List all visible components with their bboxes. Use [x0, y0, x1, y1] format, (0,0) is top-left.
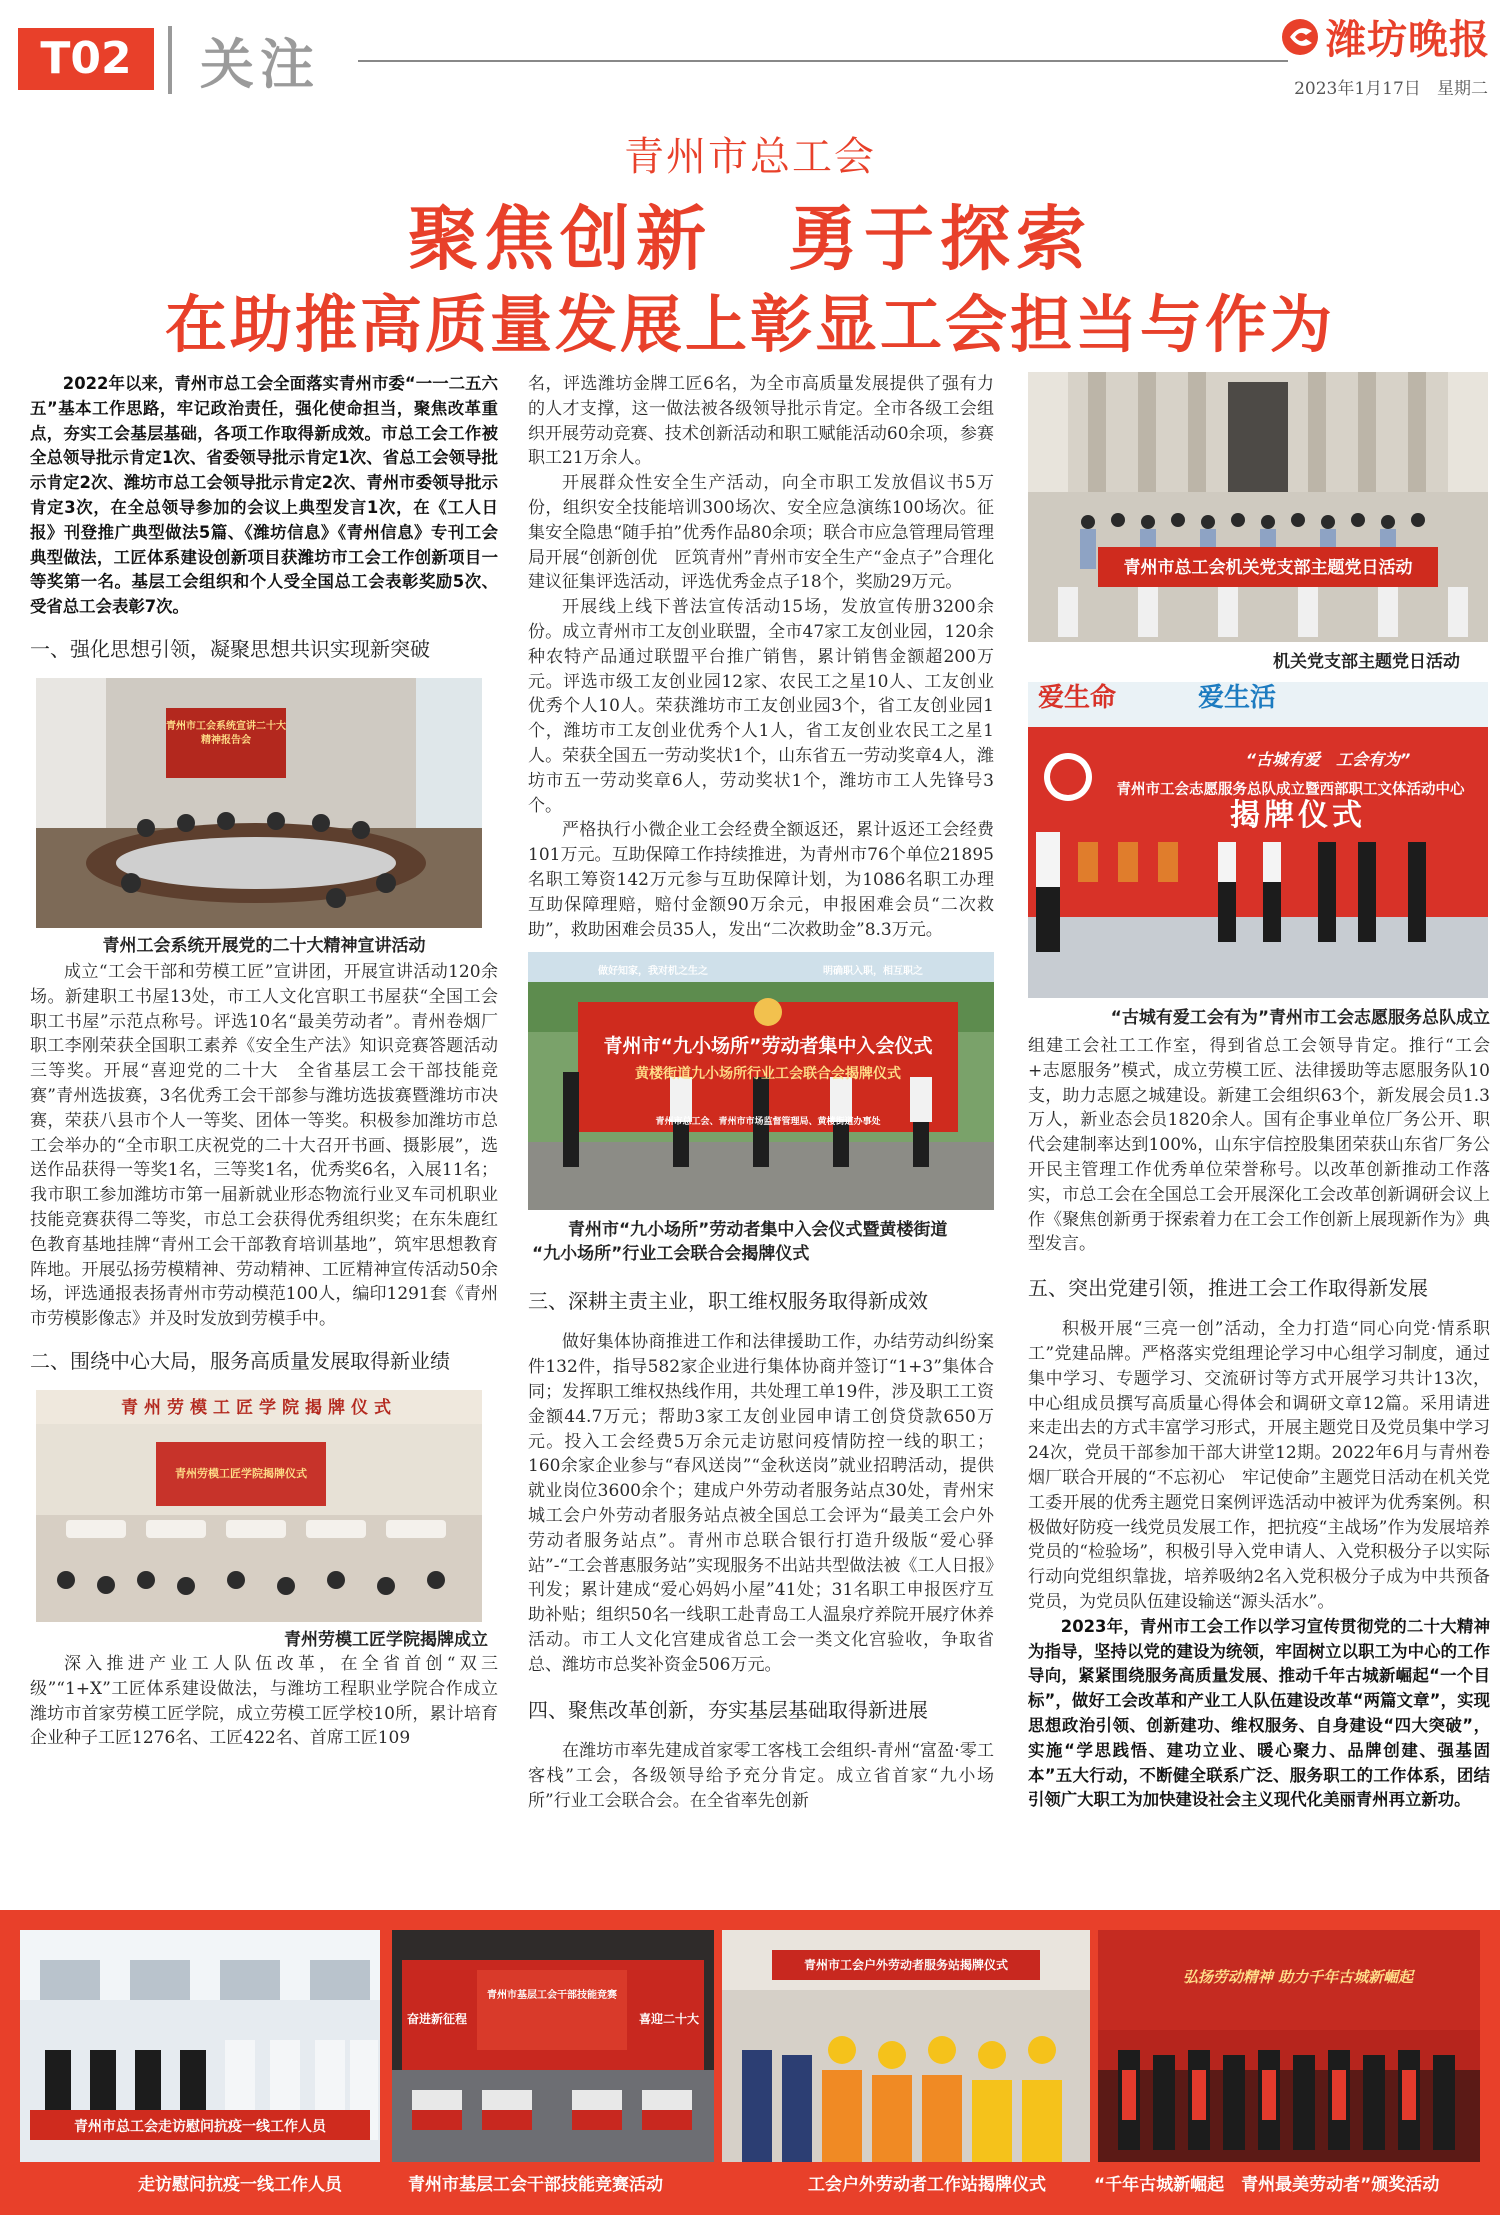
award-ceremony-banner: 弘扬劳动精神 助力千年古城新崛起: [1182, 1968, 1414, 1986]
column-2: [528, 372, 994, 1814]
column-1: [30, 372, 498, 1751]
skills-contest-slogan-left: 奋进新征程: [406, 2012, 467, 2026]
col2-paragraph-1: 名，评选潍坊金牌工匠6名，为全市高质量发展提供了强有力的人才支撑，这一做法被各级领导批示肯定。全市各级工会组织开展劳动竞赛、技术创新活动和职工赋能活动60余项，参赛职工21万余人。: [528, 374, 994, 469]
section-heading-4: 四、聚焦改革创新，夯实基层基础取得新进展: [528, 1698, 928, 1723]
weekday-text: 星期二: [1437, 79, 1488, 99]
bottom-photo-strip: [0, 1910, 1500, 2215]
ceremony-banner-text: 青州市“九小场所”劳动者集中入会仪式: [603, 1035, 933, 1058]
photo-caption-party-day: 机关党支部主题党日活动: [1273, 652, 1460, 672]
volunteer-banner-line2: 揭牌仪式: [1230, 798, 1366, 833]
section-heading-2: 二、围绕中心大局，服务高质量发展取得新业绩: [30, 1348, 450, 1373]
masthead-logo-icon: [1280, 17, 1320, 57]
section-heading-1: 一、强化思想引领，凝聚思想共识实现新突破: [30, 636, 430, 661]
strip-caption-3: 工会户外劳动者工作站揭牌仪式: [808, 2175, 1046, 2195]
strip-photo-anti-epidemic: [20, 1930, 380, 2162]
photo-academy-launch: [36, 1390, 482, 1622]
section-name: 关注: [200, 33, 320, 96]
page-header: [0, 0, 1500, 118]
volunteer-sign-2: 爱生活: [1198, 683, 1277, 713]
article-kicker: 青州市总工会: [624, 134, 876, 180]
ceremony-slogan-right: 明确职入职，相互职之: [823, 966, 923, 978]
strip-photo-award-ceremony: [1098, 1930, 1480, 2162]
issue-date: [1294, 74, 1488, 99]
masthead-name: 潍坊晚报: [1326, 17, 1490, 63]
section2-paragraph: 深入推进产业工人队伍改革，在全省首创“双三级”“1+X”工匠体系建设做法，与潍坊工程职业学院合作成立潍坊市首家劳模工匠学院，成立劳模工匠学校10所，累计培育企业种子工匠1276名、工匠422名、首席工匠109: [30, 1653, 498, 1749]
strip-caption-1: 走访慰问抗疫一线工作人员: [138, 2175, 342, 2195]
page-number-badge: T02: [18, 28, 154, 90]
intro-paragraph: 2022年以来，青州市总工会全面落实青州市委“一一二五六五”基本工作思路，牢记政治责任，强化使命担当，聚焦改革重点，夯实工会基层基础，各项工作取得新成效。市总工会工作被全总领导批示肯定1次、省委领导批示肯定1次、省总工会领导批示肯定2次、潍坊市总工会领导批示肯定2次、青州市委领导批示肯定3次，在全总领导参加的会议上典型发言1次，在《工人日报》刊登推广典型做法5篇、《潍坊信息》《青州信息》专刊工会典型做法，工匠体系建设创新项目获潍坊市工会工作创新项目一等奖第一名。基层工会组织和个人受全国总工会表彰奖励5次、受省总工会表彰7次。: [30, 374, 498, 617]
academy-screen-text: 青州劳模工匠学院揭牌仪式: [175, 1466, 307, 1480]
party-day-banner-text: 青州市总工会机关党支部主题党日活动: [1123, 558, 1413, 578]
section5-paragraph: 积极开展“三亮一创”活动，全力打造“同心向党·情系职工”党建品牌。严格落实党组理论学习中心组学习制度，通过集中学习、专题学习、交流研讨等方式开展学习共计13次，中心组成员撰写高质量心得体会和调研文章12篇。采用请进来走出去的方式丰富学习形式，开展主题党日及党员集中学习24次，党员干部参加干部大讲堂12期。2022年6月与青州卷烟厂联合开展的“不忘初心 牢记使命”主题党日活动在机关党工委开展的优秀主题党日案例评选活动中被评为优秀案例。积极做好防疫一线党员发展工作，把抗疫“主战场”作为发展培养党员的“检验场”，积极引导入党申请人、入党积极分子以实际行动向党组织靠拢，培养吸纳2名入党积极分子成为中共预备党员，为党员队伍建设输送“源头活水”。: [1028, 1319, 1490, 1612]
article-title-line2: 在助推高质量发展上彰显工会担当与作为: [164, 288, 1335, 361]
photo-caption-lecture: 青州工会系统开展党的二十大精神宣讲活动: [102, 935, 426, 956]
strip-photo-outdoor-station: [722, 1930, 1090, 2162]
skills-contest-image: [392, 1930, 714, 2162]
photo-caption-ceremony-1: 青州市“九小场所”劳动者集中入会仪式暨黄楼街道: [568, 1220, 948, 1241]
photo-membership-ceremony: [528, 952, 994, 1210]
strip-photo-skills-contest: [392, 1930, 714, 2162]
ceremony-sub-text: 黄楼街道九小场所行业工会联合会揭牌仪式: [635, 1066, 901, 1083]
strip-caption-4: “千年古城新崛起 青州最美劳动者”颁奖活动: [1094, 2175, 1440, 2195]
section-heading-3: 三、深耕主责主业，职工维权服务取得新成效: [528, 1289, 928, 1314]
ceremony-footer-text: 青州市总工会、青州市市场监督管理局、黄楼街道办事处: [655, 1117, 881, 1128]
section1-paragraph: 成立“工会干部和劳模工匠”宣讲团，开展宣讲活动120余场。新建职工书屋13处，市工人文化宫职工书屋获“全国工会职工书屋”示范点称号。评选10名“最美劳动者”。青州卷烟厂职工李刚荣获全国职工素养《安全生产法》知识竞赛答题活动三等奖。开展“喜迎党的二十大 全省基层工会干部技能竞赛”青州选拔赛，3名优秀工会干部参与潍坊选拔赛暨潍坊市决赛，荣获八县市个人一等奖、团体一等奖。积极参加潍坊市总工会举办的“全市职工庆祝党的二十大召开书画、摄影展”，选送作品获得一等奖1名，三等奖1名，优秀奖6名，入展11名；我市职工参加潍坊市第一届新就业形态物流行业叉车司机职业技能竞赛获得二等奖，市总工会获得优秀组织奖；在东朱鹿红色教育基地挂牌“青州工会干部教育培训基地”，筑牢思想教育阵地。开展弘扬劳模精神、劳动精神、工匠精神宣传活动50余场，评选通报表扬青州市劳动模范100人，编印1291套《青州市劳模影像志》并及时发放到劳模手中。: [30, 961, 498, 1330]
section-heading-5: 五、突出党建引领，推进工会工作取得新发展: [1028, 1276, 1428, 1301]
column-3: [1028, 372, 1490, 1813]
anti-epidemic-banner: 青州市总工会走访慰问抗疫一线工作人员: [74, 2119, 326, 2135]
party-day-image: [1028, 372, 1488, 642]
volunteer-launch-image: [1028, 682, 1488, 998]
skills-contest-slogan-right: 喜迎二十大: [638, 2012, 699, 2026]
section3-paragraph: 做好集体协商推进工作和法律援助工作，办结劳动纠纷案件132件，指导582家企业进行集体协商并签订“1+3”集体合同；发挥职工维权热线作用，共处理工单19件，涉及职工工资金额44.7万元；帮助3家工友创业园申请工创贷贷款650万元。投入工会经费5万余元走访慰问疫情防控一线的职工；160余家企业参与“春风送岗”“金秋送岗”就业招聘活动，提供就业岗位3600余个；建成户外劳动者服务站点30处，青州宋城工会户外劳动者服务站点被全国总工会评为“最美工会户外劳动者服务站点”。青州市总联合银行打造升级版“爱心驿站”-“工会普惠服务站”实现服务不出站共型做法被《工人日报》刊发；累计建成“爱心妈妈小屋”41处；31名职工申报医疗互助补贴；组织50名一线职工赴青岛工人温泉疗养院开展疗休养活动。市工人文化宫建成省总工会一类文化宫验收，争取省总、潍坊市总奖补资金506万元。: [528, 1332, 994, 1675]
skills-contest-banner: 青州市基层工会干部技能竞赛: [487, 1990, 617, 2001]
photo-caption-academy: 青州劳模工匠学院揭牌成立: [284, 1629, 488, 1650]
academy-launch-image: [36, 1390, 482, 1622]
col2-paragraph-4: 严格执行小微企业工会经费全额返还，累计返还工会经费101万元。互助保障工作持续推进，为青州市76个单位21895名职工筹资142万元参与互助保障计划，为1086名职工办理互助保障理赔，赔付金额90万余元，申报困难会员“二次救助”，救助困难会员35人，发出“二次救助金”8.3万元。: [528, 820, 994, 940]
date-text: 2023年1月17日: [1294, 79, 1421, 99]
ceremony-slogan-left: 做好知家，我对机之生之: [598, 966, 708, 978]
strip-caption-2: 青州市基层工会干部技能竞赛活动: [408, 2175, 663, 2195]
col2-paragraph-2: 开展群众性安全生产活动，向全市职工发放倡议书5万份，组织安全技能培训300场次、安全应急演练100场次。征集安全隐患“随手拍”优秀作品80余项；联合市应急管理局管理局开展“创新创优 匠筑青州”青州市安全生产“金点子”合理化建议征集评选活动，评选优秀金点子18个，奖励29万元。: [528, 473, 994, 593]
col3-paragraph-1: 组建工会社工工作室，得到省总工会领导肯定。推行“工会+志愿服务”模式，成立劳模工匠、法律援助等志愿服务队10支，助力志愿之城建设。新建工会组织63个，新发展会员1.3万人，新业态会员1820余人。国有企事业单位厂务公开、职代会建制率达到100%，山东宇信控股集团荣获山东省厂务公开民主管理工作优秀单位荣誉称号。以改革创新推动工作落实，市总工会在全国总工会开展深化工会改革创新调研会议上作《聚焦创新勇于探索着力在工会工作创新上展现新作为》典型发言。: [1028, 1036, 1490, 1255]
award-ceremony-image: [1098, 1930, 1480, 2162]
photo-lecture-meeting: [36, 678, 482, 928]
volunteer-banner-line1: 青州市工会志愿服务总队成立暨西部职工文体活动中心: [1116, 782, 1465, 798]
header-divider: [168, 26, 172, 94]
article-title-line1: 聚焦创新 勇于探索: [408, 198, 1092, 280]
photo-volunteer-launch: [1028, 682, 1488, 998]
photo-caption-volunteer: “古城有爱工会有为”青州市工会志愿服务总队成立: [1110, 1008, 1490, 1028]
section4-paragraph: 在潍坊市率先建成首家零工客栈工会组织-青州“富盈·零工客栈”工会，各级领导给予充分肯定。成立省首家“九小场所”行业工会联合会。在全省率先创新: [528, 1741, 994, 1812]
volunteer-sign-1: 爱生命: [1038, 683, 1117, 713]
photo-party-day: [1028, 372, 1488, 642]
photo-caption-ceremony-2: “九小场所”行业工会联合会揭牌仪式: [532, 1244, 810, 1265]
closing-paragraph: 2023年，青州市工会工作以学习宣传贯彻党的二十大精神为指导，坚持以党的建设为统领，牢固树立以职工为中心的工作导向，紧紧围绕服务高质量发展、推动千年古城新崛起“一个目标”，做好工会改革和产业工人队伍建设改革“两篇文章”，实现思想政治引领、创新建功、维权服务、自身建设“四大突破”，实施“学思践悟、建功立业、暖心聚力、品牌创建、强基固本”五大行动，不断健全联系广泛、服务职工的工作体系，团结引领广大职工为加快建设社会主义现代化美丽青州再立新功。: [1028, 1616, 1490, 1810]
lecture-meeting-image: [36, 678, 482, 928]
academy-sign-text: 青州劳模工匠学院揭牌仪式: [121, 1397, 397, 1418]
lecture-screen-text: 青州市工会系统宣讲二十大精神报告会: [166, 720, 286, 746]
col2-paragraph-3: 开展线上线下普法宣传活动15场，发放宣传册3200余份。成立青州市工友创业联盟，全市47家工友创业园，120余种农特产品通过联盟平台推广销售，累计销售金额超200万元。评选市级工友创业园12家、农民工之星10人、工友创业优秀个人10人。荣获潍坊市工友创业园3个，省工友创业园1个，潍坊市工友创业优秀个人1人，省工友创业农民工之星1人。荣获全国五一劳动奖状1个，山东省五一劳动奖章4人，潍坊市五一劳动奖章6人，劳动奖状1个，潍坊市工人先锋号3个。: [528, 597, 994, 816]
masthead: [1280, 8, 1490, 65]
volunteer-slogan: “古城有爱 工会有为”: [1245, 750, 1411, 769]
header-rule: [358, 60, 1288, 62]
outdoor-station-banner: 青州市工会户外劳动者服务站揭牌仪式: [803, 1958, 1008, 1972]
